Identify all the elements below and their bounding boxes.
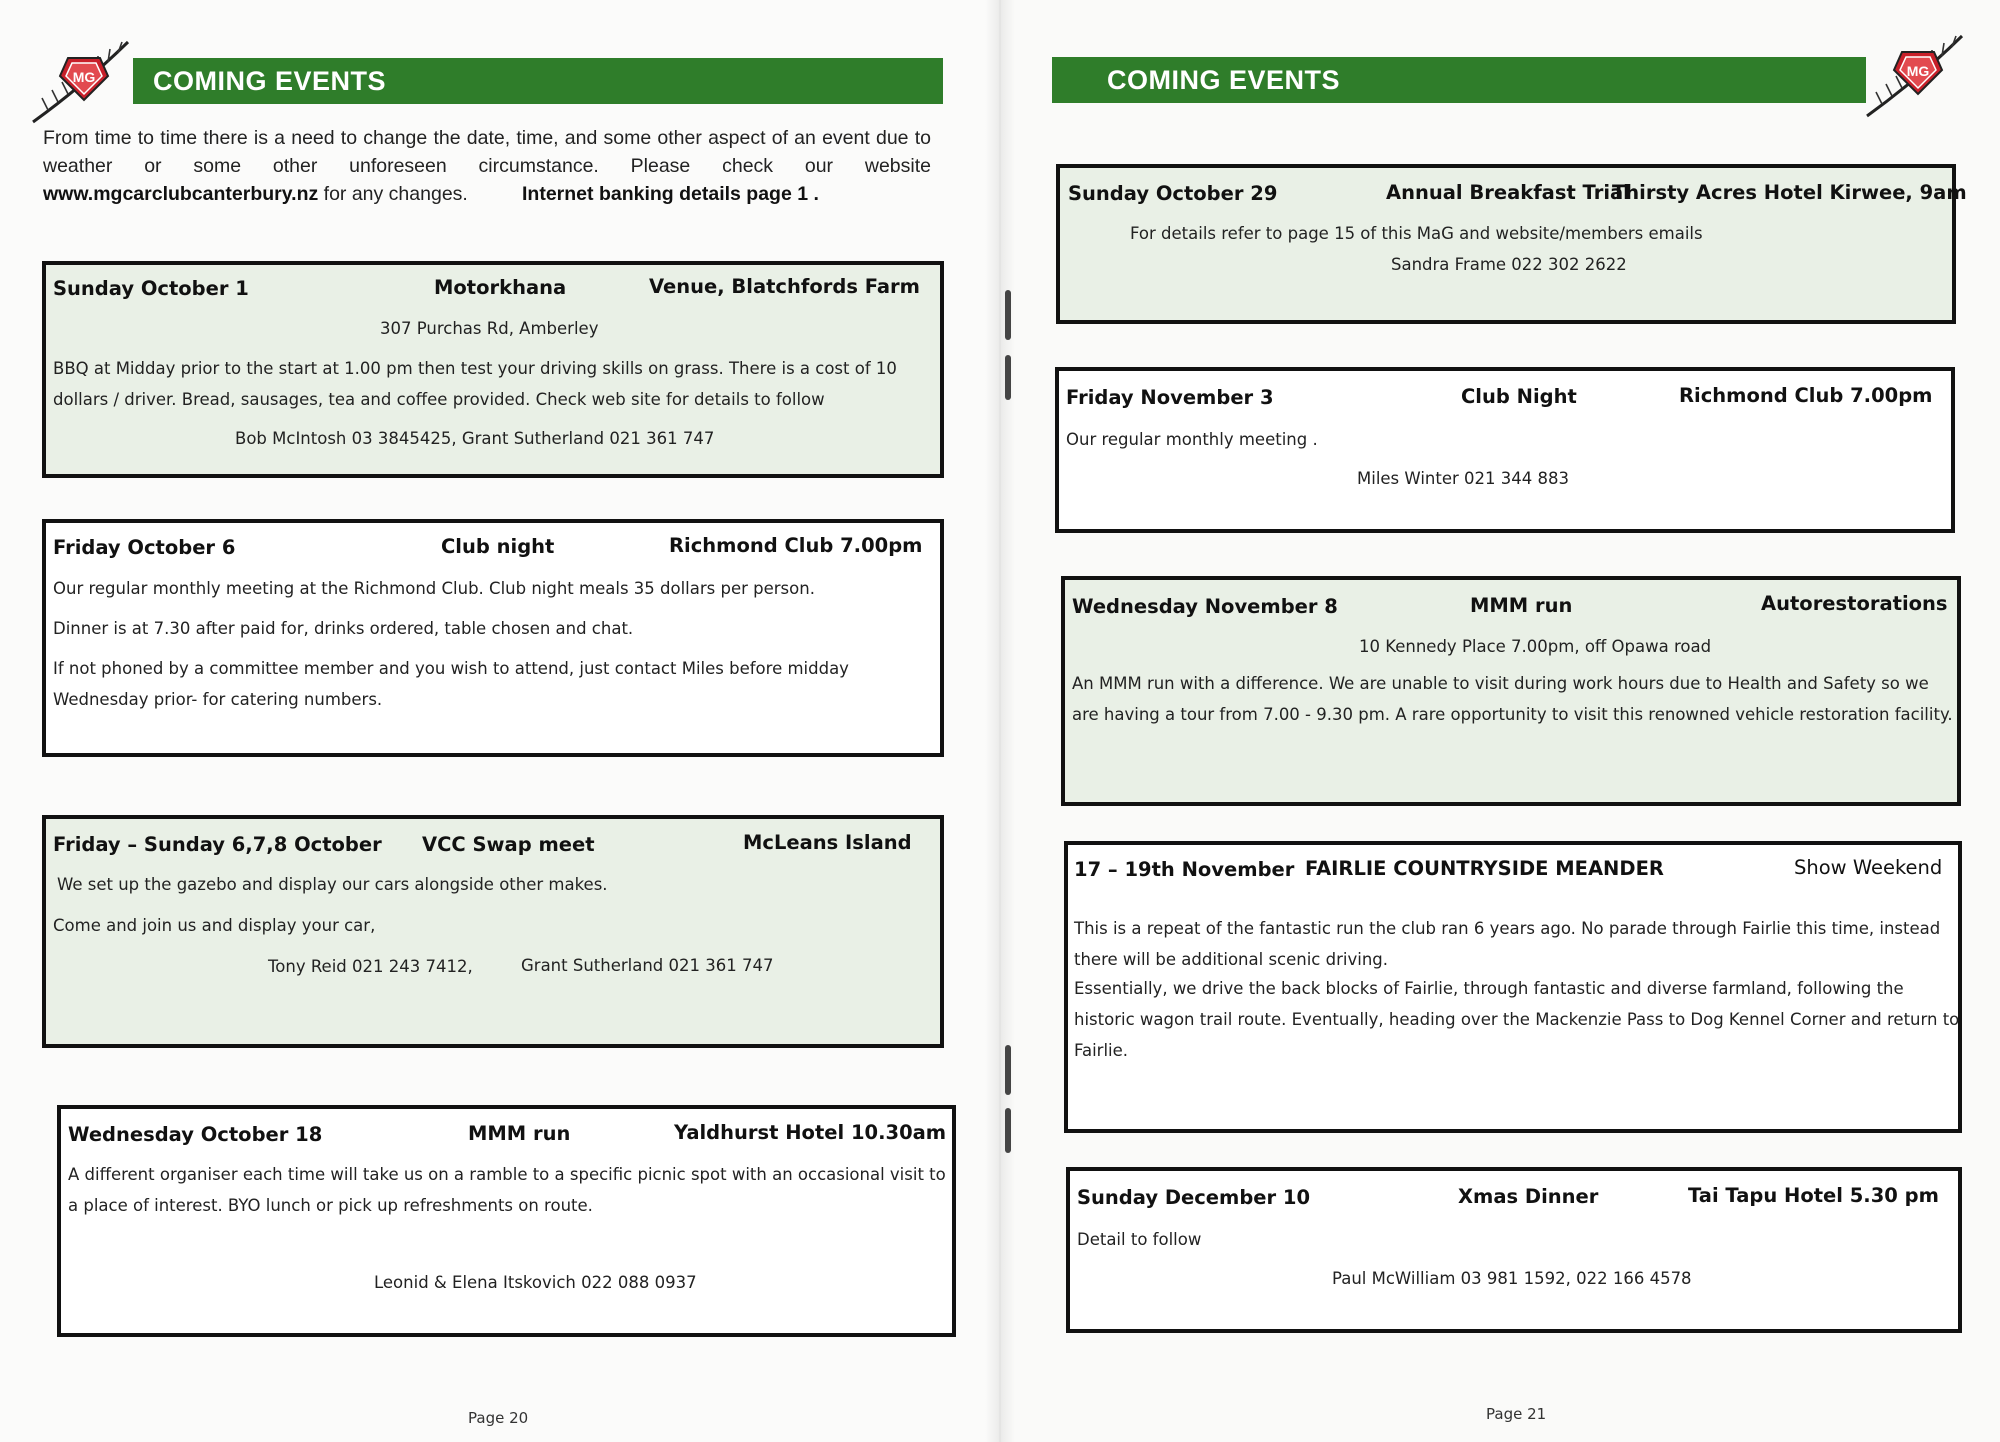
event-contact: Paul McWilliam 03 981 1592, 022 166 4578 xyxy=(1332,1269,1692,1288)
svg-text:MG: MG xyxy=(72,69,96,85)
event-date: Friday – Sunday 6,7,8 October xyxy=(53,833,382,856)
event-venue: Tai Tapu Hotel 5.30 pm xyxy=(1688,1184,1939,1207)
header-bar-right xyxy=(1052,57,1866,103)
event-description: BBQ at Midday prior to the start at 1.00 pm then test your driving skills on grass. There is a cost of 10 dollars / driver. Bread, sausages, tea and coffee provided. Check web site for details to follow xyxy=(53,359,897,409)
event-description: An MMM run with a difference. We are unable to visit during work hours due to Health and Safety so we are having a tour from 7.00 - 9.30 pm. A rare opportunity to visit this renowned vehicle restoration facility. xyxy=(1072,674,1953,724)
event-venue: Richmond Club 7.00pm xyxy=(1679,384,1933,407)
event-description: Essentially, we drive the back blocks of Fairlie, through fantastic and diverse farmland, following the historic wagon trail route. Eventually, heading over the Mackenzie Pass to Dog Kennel Corner and return to Fairlie. xyxy=(1074,979,1960,1060)
banking-note: Internet banking details page 1 . xyxy=(522,183,819,205)
event-contact: Leonid & Elena Itskovich 022 088 0937 xyxy=(374,1273,697,1292)
event-contact: Grant Sutherland 021 361 747 xyxy=(521,956,774,975)
event-date: Wednesday November 8 xyxy=(1072,595,1338,618)
event-contact: Bob McIntosh 03 3845425, Grant Sutherland 021 361 747 xyxy=(235,429,715,448)
header-bar-left xyxy=(133,58,943,104)
event-venue: Autorestorations xyxy=(1761,592,1948,615)
event-description: Our regular monthly meeting . xyxy=(1066,430,1318,449)
event-card xyxy=(42,261,944,478)
event-address: 307 Purchas Rd, Amberley xyxy=(380,319,599,338)
staple xyxy=(1005,1108,1011,1153)
event-description: Detail to follow xyxy=(1077,1230,1202,1249)
event-date: 17 – 19th November xyxy=(1074,858,1295,881)
event-title: MMM run xyxy=(468,1122,571,1145)
event-venue: McLeans Island xyxy=(743,831,912,854)
event-description: We set up the gazebo and display our cars alongside other makes. xyxy=(57,875,608,894)
event-description: If not phoned by a committee member and you wish to attend, just contact Miles before midday Wednesday prior- for catering numbers. xyxy=(53,659,849,709)
event-date: Friday October 6 xyxy=(53,536,236,559)
event-contact: Tony Reid 021 243 7412, xyxy=(268,957,473,976)
svg-text:MG: MG xyxy=(1906,63,1930,79)
event-contact: Sandra Frame 022 302 2622 xyxy=(1391,255,1627,274)
event-description: This is a repeat of the fantastic run the club ran 6 years ago. No parade through Fairlie this time, instead there will be additional scenic driving. xyxy=(1074,919,1941,969)
event-card xyxy=(42,519,944,757)
event-description: Come and join us and display your car, xyxy=(53,916,376,935)
event-card xyxy=(1061,576,1961,806)
event-title: Club Night xyxy=(1461,385,1577,408)
staple xyxy=(1005,290,1011,340)
intro-paragraph: From time to time there is a need to change the date, time, and some other aspect of an event due to weather or some other unforeseen circumstance. Please check our website www.mgcarclubcanterbury.nz for any changes. Internet banking details page 1 . xyxy=(43,127,931,205)
header-title: COMING EVENTS xyxy=(153,66,387,96)
page-number: Page 21 xyxy=(1486,1405,1547,1423)
event-title: Motorkhana xyxy=(434,276,567,299)
event-card xyxy=(1056,164,1967,324)
event-title: VCC Swap meet xyxy=(422,833,595,856)
event-date: Wednesday October 18 xyxy=(68,1123,323,1146)
event-description: A different organiser each time will take us on a ramble to a specific picnic spot with an occasional visit to a place of interest. BYO lunch or pick up refreshments on route. xyxy=(68,1165,946,1215)
mg-fern-logo xyxy=(1862,30,1972,120)
event-venue: Show Weekend xyxy=(1794,856,1943,879)
event-title: Club night xyxy=(441,535,555,558)
event-title: FAIRLIE COUNTRYSIDE MEANDER xyxy=(1305,857,1664,880)
event-venue: Venue, Blatchfords Farm xyxy=(648,275,920,298)
event-title: Annual Breakfast Trial xyxy=(1386,181,1630,204)
event-description: For details refer to page 15 of this MaG and website/members emails xyxy=(1130,224,1703,243)
event-title: Xmas Dinner xyxy=(1458,1185,1599,1208)
staple xyxy=(1005,355,1011,400)
event-card xyxy=(57,1105,956,1337)
event-date: Friday November 3 xyxy=(1066,386,1274,409)
page-number: Page 20 xyxy=(468,1409,529,1427)
event-description: Dinner is at 7.30 after paid for, drinks ordered, table chosen and chat. xyxy=(53,619,634,638)
event-card xyxy=(1064,841,1962,1133)
staple xyxy=(1005,1045,1011,1095)
spine-shadow xyxy=(985,0,1015,1442)
event-venue: Thirsty Acres Hotel Kirwee, 9am xyxy=(1612,181,1967,204)
event-date: Sunday October 29 xyxy=(1068,182,1278,205)
event-card xyxy=(1066,1167,1962,1333)
event-venue: Yaldhurst Hotel 10.30am xyxy=(674,1121,947,1144)
event-title: MMM run xyxy=(1470,594,1573,617)
event-venue: Richmond Club 7.00pm xyxy=(669,534,923,557)
header-title: COMING EVENTS xyxy=(1107,65,1341,95)
mg-fern-logo xyxy=(28,36,138,126)
event-card xyxy=(1055,367,1955,533)
event-description: Our regular monthly meeting at the Richmond Club. Club night meals 35 dollars per person. xyxy=(53,579,815,598)
event-date: Sunday October 1 xyxy=(53,277,249,300)
event-contact: Miles Winter 021 344 883 xyxy=(1357,469,1570,488)
event-card xyxy=(42,815,944,1048)
event-date: Sunday December 10 xyxy=(1077,1186,1311,1209)
website-link[interactable]: www.mgcarclubcanterbury.nz xyxy=(43,183,319,205)
event-address: 10 Kennedy Place 7.00pm, off Opawa road xyxy=(1359,637,1712,656)
